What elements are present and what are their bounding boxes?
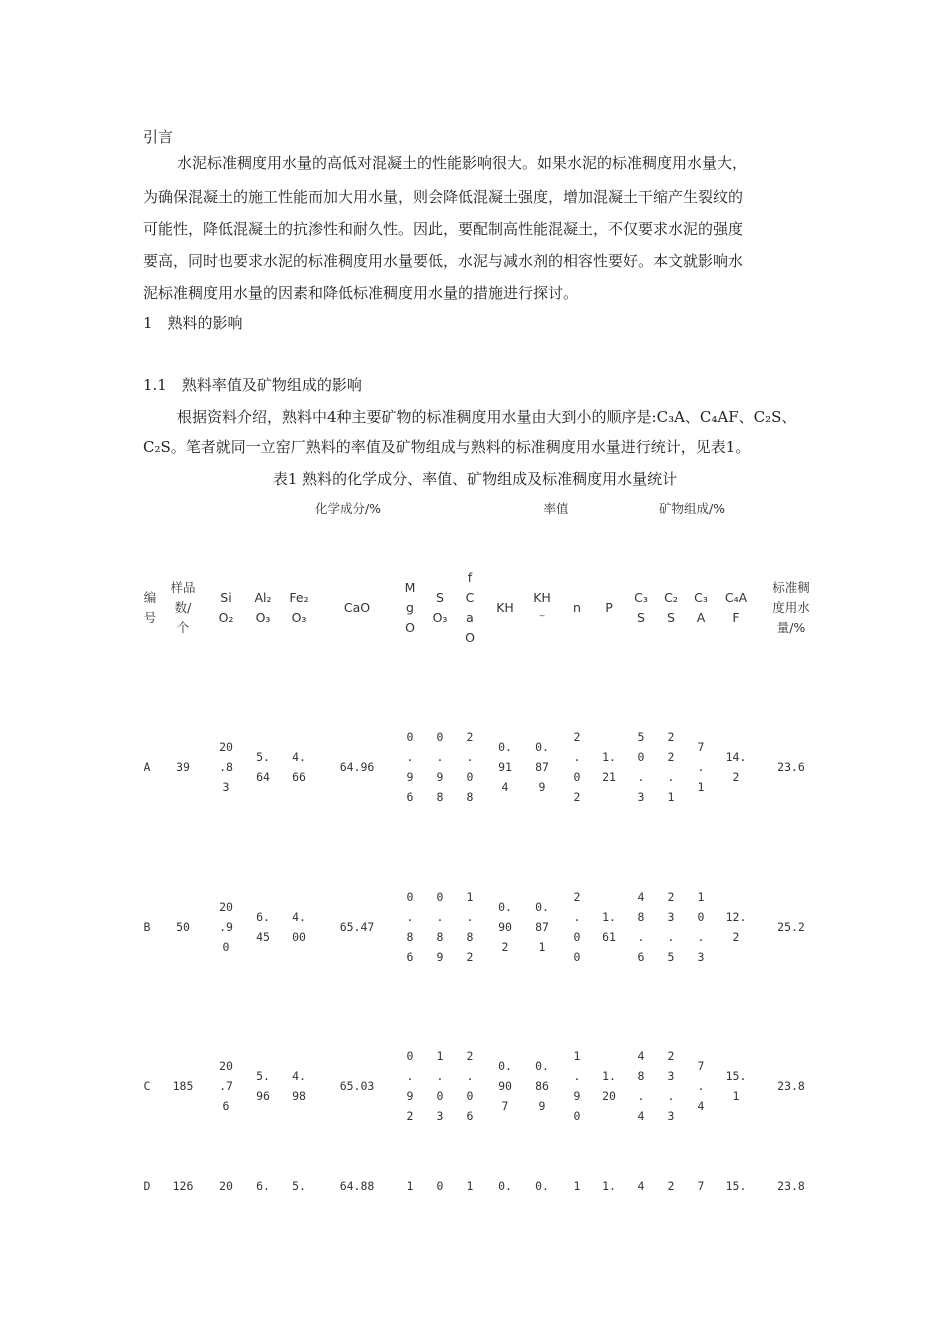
column-header: g xyxy=(406,600,414,615)
table-cell: 3 xyxy=(667,1069,675,1083)
table-cell: 90 xyxy=(498,920,512,934)
table-cell: 14. xyxy=(725,750,747,764)
column-header: a xyxy=(466,610,474,625)
table-cell: 0 xyxy=(406,1049,414,1063)
table-cell: 23.8 xyxy=(777,1079,805,1093)
column-header: CaO xyxy=(343,600,371,615)
table-cell: 1. xyxy=(602,1069,616,1083)
table-cell: 0. xyxy=(535,740,549,754)
row-id: B xyxy=(143,920,151,934)
section-1-heading: 1 熟料的影响 xyxy=(143,314,243,332)
table-cell: 2 xyxy=(667,1179,675,1193)
column-header: C₃ xyxy=(634,590,648,605)
table-cell: 0 xyxy=(406,730,414,744)
table-cell: 6 xyxy=(637,950,645,964)
table-cell: . xyxy=(406,1069,414,1083)
column-header: 度用水 xyxy=(772,600,810,615)
table-cell: . xyxy=(697,760,705,774)
table-cell: 5. xyxy=(256,750,270,764)
table-cell: 0. xyxy=(535,1179,549,1193)
column-header: O₃ xyxy=(255,610,271,625)
column-header: F xyxy=(732,610,740,625)
table-cell: 2 xyxy=(667,1049,675,1063)
table-cell: 86 xyxy=(535,1079,549,1093)
column-header: S xyxy=(436,590,444,605)
table-cell: 5. xyxy=(256,1069,270,1083)
table-cell: 20 xyxy=(219,740,233,754)
table-cell: 6. xyxy=(256,1179,270,1193)
table-cell: 8 xyxy=(436,930,444,944)
table-cell: 9 xyxy=(436,950,444,964)
table-cell: 1 xyxy=(436,1049,444,1063)
table-cell: 0 xyxy=(466,770,474,784)
column-header: P xyxy=(605,600,613,615)
table-cell: 0 xyxy=(637,750,645,764)
table-cell: 1 xyxy=(573,1179,581,1193)
table-cell: 0 xyxy=(436,730,444,744)
column-header: Al₂ xyxy=(254,590,272,605)
column-header: 号 xyxy=(143,610,157,625)
table-cell: 1. xyxy=(602,910,616,924)
table-cell: 6 xyxy=(406,950,414,964)
column-header: S xyxy=(667,610,675,625)
table-cell: 2 xyxy=(466,1049,474,1063)
table-cell: 15. xyxy=(725,1179,747,1193)
column-header: 数/ xyxy=(174,600,192,615)
table-cell: 2 xyxy=(732,770,740,784)
row-id: A xyxy=(143,760,151,774)
table-cell: 3 xyxy=(222,780,230,794)
column-header: 量/% xyxy=(776,620,806,635)
table-cell: 0 xyxy=(466,1089,474,1103)
table-cell: 0. xyxy=(535,1059,549,1073)
column-header: C₃ xyxy=(694,590,708,605)
table-cell: 2 xyxy=(667,730,675,744)
paragraph-line: 要高，同时也要求水泥的标准稠度用水量要低，水泥与减水剂的相容性要好。本文就影响水 xyxy=(143,252,744,270)
table-cell: 45 xyxy=(256,930,270,944)
table-cell: 4 xyxy=(501,780,509,794)
table-cell: 61 xyxy=(602,930,616,944)
table-cell: 2 xyxy=(573,790,581,804)
column-header: f xyxy=(467,570,473,585)
table-cell: . xyxy=(573,910,581,924)
table-cell: 0 xyxy=(573,930,581,944)
table-cell: 4. xyxy=(292,1069,306,1083)
column-header: O xyxy=(465,630,475,645)
table-cell: . xyxy=(466,750,474,764)
table-cell: 00 xyxy=(292,930,306,944)
table-cell: 8 xyxy=(637,910,645,924)
table-cell: 0 xyxy=(406,890,414,904)
column-header: Fe₂ xyxy=(289,590,309,605)
table-cell: 7 xyxy=(697,740,705,754)
paragraph-line: C₂S。笔者就同一立窑厂熟料的率值及矿物组成与熟料的标准稠度用水量进行统计，见表1。 xyxy=(143,438,751,456)
table-cell: 4 xyxy=(637,1049,645,1063)
table-cell: . xyxy=(697,1079,705,1093)
table-cell: 2 xyxy=(466,950,474,964)
table-cell: 1 xyxy=(466,890,474,904)
table-cell: . xyxy=(436,910,444,924)
table-cell: 6 xyxy=(466,1109,474,1123)
table-cell: 6 xyxy=(406,790,414,804)
table-cell: . xyxy=(637,770,645,784)
paragraph-line: 泥标准稠度用水量的因素和降低标准稠度用水量的措施进行探讨。 xyxy=(143,284,579,302)
table-cell: 2 xyxy=(406,1109,414,1123)
row-id: C xyxy=(143,1079,151,1093)
table-cell: 4 xyxy=(697,1099,705,1113)
table-cell: . xyxy=(667,770,675,784)
table-cell: 64 xyxy=(256,770,270,784)
table-cell: 9 xyxy=(573,1089,581,1103)
paragraph-line: 为确保混凝土的施工性能而加大用水量，则会降低混凝土强度，增加混凝土干缩产生裂纹的 xyxy=(143,188,744,206)
table-cell: 6 xyxy=(222,1099,230,1113)
table-cell: 3 xyxy=(637,790,645,804)
column-header: 样品 xyxy=(170,580,196,595)
table-cell: 65.47 xyxy=(339,920,375,934)
table-cell: 23.8 xyxy=(777,1179,805,1193)
table-cell: 0. xyxy=(535,900,549,914)
table-cell: 0 xyxy=(573,770,581,784)
column-header: ⁻ xyxy=(538,610,546,625)
table-cell: 9 xyxy=(538,780,546,794)
table-cell: 2 xyxy=(573,890,581,904)
table-cell: 3 xyxy=(436,1109,444,1123)
table-cell: 1 xyxy=(667,790,675,804)
table-cell: 8 xyxy=(406,930,414,944)
table-cell: 98 xyxy=(292,1089,306,1103)
table-cell: 4. xyxy=(292,750,306,764)
table-cell: 5. xyxy=(292,1179,306,1193)
table-cell: 5 xyxy=(667,950,675,964)
column-header: O₃ xyxy=(291,610,307,625)
table-cell: 7 xyxy=(697,1059,705,1073)
table-cell: 0 xyxy=(222,940,230,954)
table-cell: 96 xyxy=(256,1089,270,1103)
table-title: 表1 熟料的化学成分、率值、矿物组成及标准稠度用水量统计 xyxy=(272,470,678,488)
table-cell: 20 xyxy=(219,1179,233,1193)
table-cell: 2 xyxy=(501,940,509,954)
table-cell: . xyxy=(436,750,444,764)
table-cell: . xyxy=(637,930,645,944)
table-cell: 9 xyxy=(406,770,414,784)
table-cell: 20 xyxy=(219,1059,233,1073)
table-cell: 12. xyxy=(725,910,747,924)
column-header: A xyxy=(696,610,706,625)
table-cell: 3 xyxy=(667,910,675,924)
table-cell: . xyxy=(436,1069,444,1083)
paragraph-line: 可能性，降低混凝土的抗渗性和耐久性。因此，要配制高性能混凝土，不仅要求水泥的强度 xyxy=(143,220,744,238)
column-header: O₃ xyxy=(432,610,448,625)
row-sample-count: 185 xyxy=(172,1079,194,1093)
table-cell: 87 xyxy=(535,920,549,934)
column-header: C₄A xyxy=(724,590,748,605)
table-cell: 4 xyxy=(637,1109,645,1123)
column-header: KH xyxy=(496,600,514,615)
table-cell: 1 xyxy=(573,1049,581,1063)
row-sample-count: 50 xyxy=(176,920,190,934)
column-header: 编 xyxy=(143,590,157,605)
table-cell: 20 xyxy=(219,900,233,914)
column-header: O₂ xyxy=(218,610,234,625)
table-cell: . xyxy=(466,910,474,924)
table-cell: . xyxy=(667,1089,675,1103)
table-cell: 4 xyxy=(637,1179,645,1193)
table-cell: 90 xyxy=(498,1079,512,1093)
table-cell: 64.88 xyxy=(339,1179,375,1193)
table-cell: 21 xyxy=(602,770,616,784)
table-cell: 2 xyxy=(667,750,675,764)
column-header: KH xyxy=(533,590,551,605)
table-cell: . xyxy=(406,750,414,764)
column-header: S xyxy=(637,610,645,625)
table-cell: . xyxy=(697,930,705,944)
table-cell: 9 xyxy=(436,770,444,784)
table-cell: 9 xyxy=(406,1089,414,1103)
table-cell: 1 xyxy=(406,1179,414,1193)
table-cell: 0 xyxy=(436,1179,444,1193)
column-header: 标准稠 xyxy=(772,580,810,595)
column-header: Si xyxy=(220,590,232,605)
table-cell: 0 xyxy=(573,950,581,964)
table-cell: 1 xyxy=(697,780,705,794)
table-cell: .9 xyxy=(219,920,233,934)
table-cell: .8 xyxy=(219,760,233,774)
table-cell: 0 xyxy=(697,910,705,924)
table-cell: 5 xyxy=(637,730,645,744)
column-header: O xyxy=(405,620,415,635)
table-cell: 1 xyxy=(538,940,546,954)
intro-heading: 引言 xyxy=(143,128,174,146)
table-cell: 3 xyxy=(697,950,705,964)
table-cell: 8 xyxy=(466,790,474,804)
table-cell: 1 xyxy=(466,1179,474,1193)
table-cell: . xyxy=(406,910,414,924)
table-cell: 0 xyxy=(436,1089,444,1103)
row-sample-count: 126 xyxy=(172,1179,194,1193)
table-cell: 4 xyxy=(637,890,645,904)
table-cell: 65.03 xyxy=(339,1079,375,1093)
column-header: C₂ xyxy=(664,590,678,605)
paragraph-line: 水泥标准稠度用水量的高低对混凝土的性能影响很大。如果水泥的标准稠度用水量大， xyxy=(177,154,748,172)
table-cell: 1. xyxy=(602,750,616,764)
table-cell: 8 xyxy=(466,930,474,944)
table-cell: 64.96 xyxy=(339,760,375,774)
table-cell: 0 xyxy=(573,1109,581,1123)
table-cell: 1 xyxy=(697,890,705,904)
table-cell: . xyxy=(637,1089,645,1103)
table-cell: 7 xyxy=(501,1099,509,1113)
table-cell: 0. xyxy=(498,1179,512,1193)
column-header: 个 xyxy=(176,620,190,635)
group-header: 化学成分/% xyxy=(314,501,382,516)
table-cell: . xyxy=(573,750,581,764)
table-cell: 20 xyxy=(602,1089,616,1103)
table-cell: 25.2 xyxy=(777,920,805,934)
table-cell: 6. xyxy=(256,910,270,924)
table-cell: 9 xyxy=(538,1099,546,1113)
row-id: D xyxy=(143,1179,151,1193)
column-header: n xyxy=(573,600,581,615)
table-cell: 0. xyxy=(498,900,512,914)
table-cell: 87 xyxy=(535,760,549,774)
table-cell: 23.6 xyxy=(777,760,805,774)
table-cell: 0 xyxy=(436,890,444,904)
table-cell: 8 xyxy=(436,790,444,804)
paragraph-line: 根据资料介绍，熟料中4种主要矿物的标准稠度用水量由大到小的顺序是:C₃A、C₄AF、C₂S、 xyxy=(177,408,797,426)
table-cell: 3 xyxy=(667,1109,675,1123)
table-cell: 8 xyxy=(637,1069,645,1083)
table-cell: 1 xyxy=(732,1089,740,1103)
table-cell: 91 xyxy=(498,760,512,774)
table-cell: 2 xyxy=(667,890,675,904)
table-cell: 15. xyxy=(725,1069,747,1083)
table-cell: 2 xyxy=(573,730,581,744)
table-cell: 2 xyxy=(466,730,474,744)
table-cell: 66 xyxy=(292,770,306,784)
table-cell: 0. xyxy=(498,740,512,754)
table-cell: . xyxy=(466,1069,474,1083)
table-cell: 7 xyxy=(697,1179,705,1193)
group-header: 率值 xyxy=(543,501,569,516)
section-1-1-heading: 1.1 熟料率值及矿物组成的影响 xyxy=(143,376,362,394)
table-cell: 2 xyxy=(732,930,740,944)
table-cell: . xyxy=(667,930,675,944)
group-header: 矿物组成/% xyxy=(658,501,726,516)
table-cell: 1. xyxy=(602,1179,616,1193)
table-cell: 4. xyxy=(292,910,306,924)
table-cell: 0. xyxy=(498,1059,512,1073)
table-cell: . xyxy=(573,1069,581,1083)
row-sample-count: 39 xyxy=(176,760,190,774)
table-cell: .7 xyxy=(219,1079,233,1093)
column-header: C xyxy=(465,590,475,605)
column-header: M xyxy=(404,580,416,595)
